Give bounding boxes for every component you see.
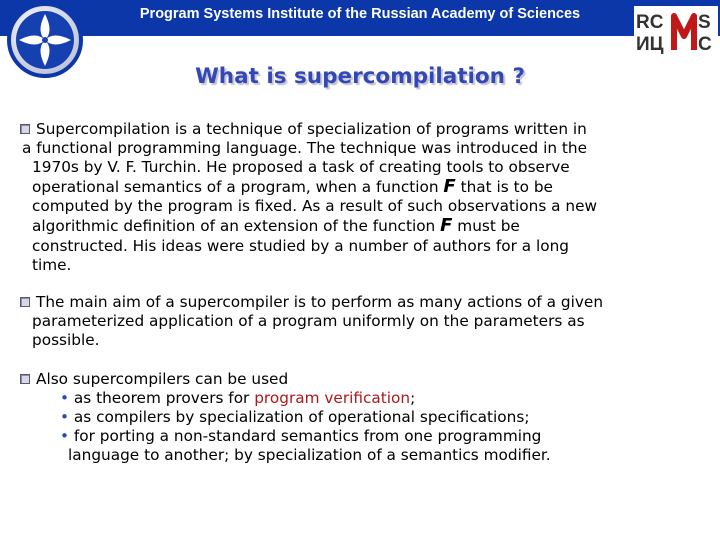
rcms-logo [634,6,718,56]
checkbox-bullet-icon [20,124,30,134]
institute-name: Program Systems Institute of the Russian Academy of Sciences [139,6,581,22]
checkbox-bullet-icon [20,374,30,384]
svg-text:ИЦ: ИЦ [636,34,664,55]
checkbox-bullet-icon [20,297,30,307]
use-item: • as theorem provers for program verification; [60,389,416,408]
header-banner [0,0,720,36]
svg-text:С: С [698,34,712,55]
bullet-main-aim: The main aim of a supercompiler is to perform as many actions of a given parameterized application of a program uniformly on the parameters as possible. [20,293,710,350]
bullet-definition: Supercompilation is a technique of specialization of programs written in a functional programming language. The technique was introduced in the 1970s by V. F. Turchin. He proposed a task of creating tools to observe operational semantics of a program, when a function F that is to be computed by the program is fixed. As a result of such observations a new algorithmic definition of an extension of the function F must be constructed. His ideas were studied by a number of authors for a long time. [22,120,598,274]
program-verification-text: program verification [254,389,411,408]
bullet-uses: Also supercompilers can be used • as theorem provers for program verification; • as compilers by specialization of operational specifications; • for porting a non-standard semantics from one programming language to another; by specialization of a semantics modifier. [20,370,710,465]
svg-text:S: S [698,12,711,33]
use-item: • for porting a non-standard semantics from one programming [60,427,542,446]
use-item: • as compilers by specialization of operational specifications; [60,408,530,427]
svg-text:RC: RC [636,12,664,33]
slide-title: What is supercompilation ? [195,64,525,89]
